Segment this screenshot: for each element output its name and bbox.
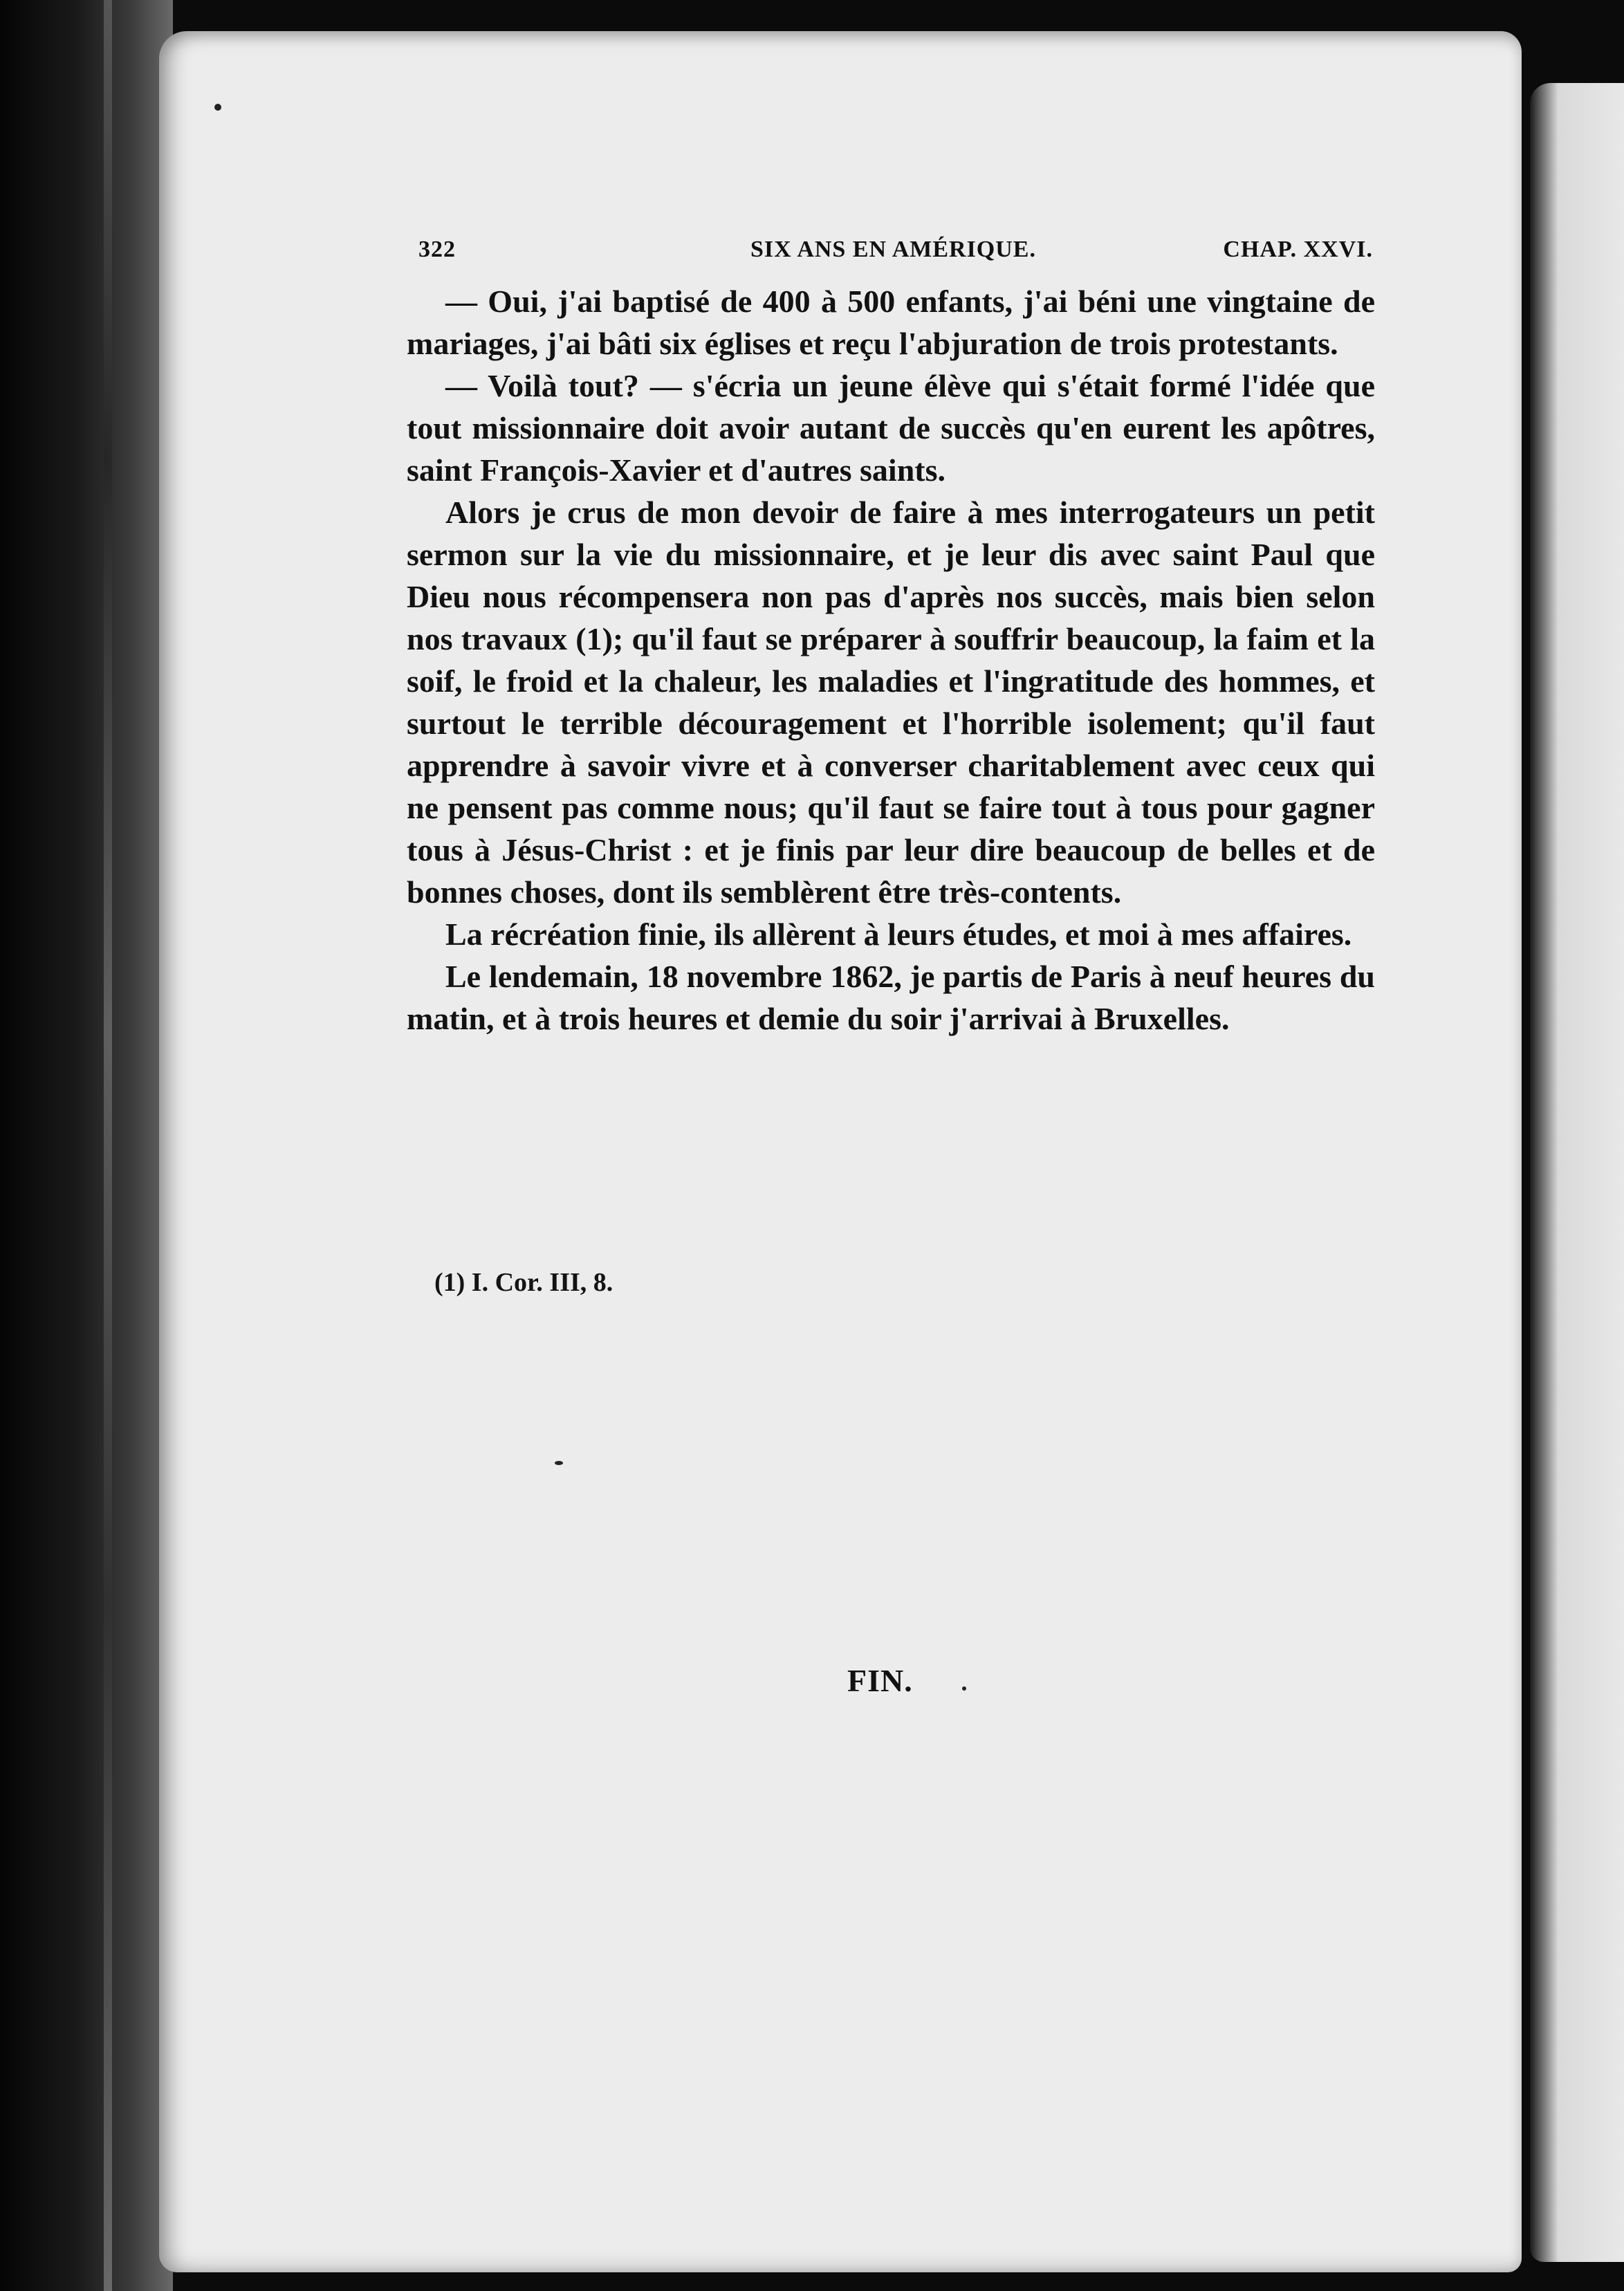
book-spine-edge [0, 0, 173, 2291]
paragraph: La récréation finie, ils allèrent à leurs études, et moi à mes affaires. [445, 917, 1352, 952]
chapter-label: CHAP. XXVI. [1223, 237, 1373, 262]
paragraph: — Voilà tout? — s'écria un jeune élève qui s'était formé l'idée que tout missionnaire doit avoir autant de succès qu'en eurent les apôtres, saint François-Xavier et d'autres saints. [407, 368, 1375, 488]
spine-streak [104, 0, 112, 2291]
end-mark: FIN. [847, 1663, 913, 1698]
ink-speck [555, 1461, 563, 1465]
paragraph: Le lendemain, 18 novembre 1862, je partis de Paris à neuf heures du matin, et à trois heures et demie du soir j'arrivai à Bruxelles. [407, 959, 1375, 1036]
book-title: SIX ANS EN AMÉRIQUE. [750, 237, 1036, 262]
footnote: (1) I. Cor. III, 8. [434, 1268, 613, 1297]
paragraph: Alors je crus de mon devoir de faire à mes interrogateurs un petit sermon sur la vie du missionnaire, et je leur dis avec saint Paul que Dieu nous récompensera non pas d'après nos succès, mais bien selon nos travaux (1); qu'il faut se préparer à souffrir beaucoup, la faim et la soif, le froid et la chaleur, les maladies et l'ingratitude des hommes, et surtout le terrible découragement et l'horrible isolement; qu'il faut apprendre à savoir vivre et à converser charitablement avec ceux qui ne pensent pas comme nous; qu'il faut se faire tout à tous pour gagner tous à Jésus-Christ : et je finis par leur dire beaucoup de belles et de bonnes choses, dont ils semblèrent être très-contents. [407, 495, 1375, 910]
ink-speck [214, 104, 221, 111]
paragraph: — Oui, j'ai baptisé de 400 à 500 enfants, j'ai béni une vingtaine de mariages, j'ai bâti six églises et reçu l'abjuration de trois protestants. [407, 284, 1375, 361]
running-head [418, 237, 1373, 271]
body-text [407, 280, 1375, 1040]
adjacent-page-edge [1530, 83, 1624, 2262]
ink-speck [962, 1686, 966, 1691]
page-number: 322 [418, 237, 456, 262]
